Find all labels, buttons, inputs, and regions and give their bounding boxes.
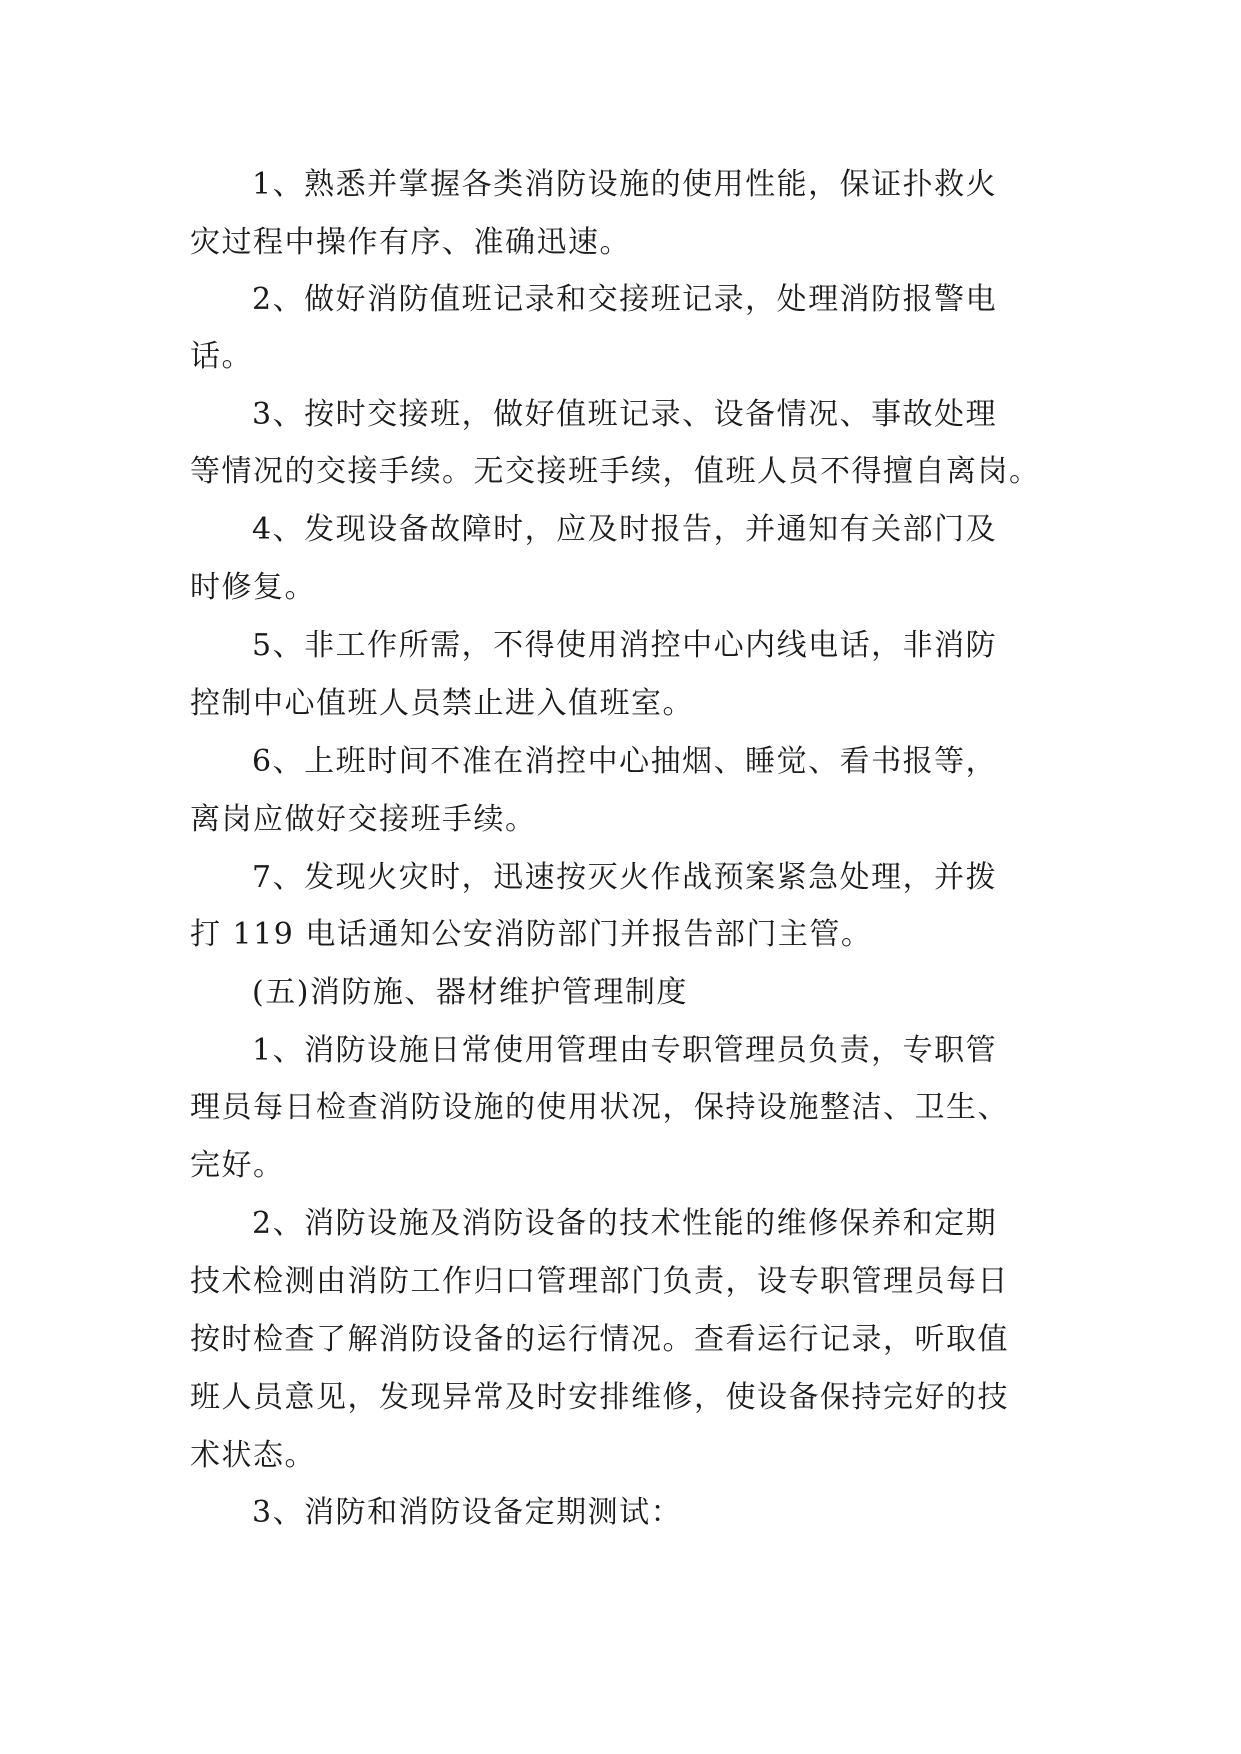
paragraph-5-line-2: 控制中心值班人员禁止进入值班室。 bbox=[190, 686, 694, 721]
paragraph-9-line-5: 术状态。 bbox=[190, 1438, 316, 1473]
paragraph-7-line-1: 7、发现火灾时，迅速按灭火作战预案紧急处理，并拨 bbox=[252, 860, 998, 895]
paragraph-3-line-1: 3、按时交接班，做好值班记录、设备情况、事故处理 bbox=[252, 397, 998, 432]
paragraph-10-line-1: 3、消防和消防设备定期测试： bbox=[252, 1495, 683, 1530]
paragraph-8-line-3: 完好。 bbox=[190, 1148, 285, 1183]
section-heading: (五)消防施、器材维护管理制度 bbox=[252, 975, 688, 1010]
paragraph-2-line-2: 话。 bbox=[190, 339, 253, 374]
paragraph-4-line-1: 4、发现设备故障时，应及时报告，并通知有关部门及 bbox=[252, 512, 998, 547]
paragraph-4-line-2: 时修复。 bbox=[190, 570, 316, 605]
paragraph-8-line-1: 1、消防设施日常使用管理由专职管理员负责，专职管 bbox=[252, 1033, 998, 1068]
paragraph-6-line-1: 6、上班时间不准在消控中心抽烟、睡觉、看书报等， bbox=[252, 744, 998, 779]
paragraph-9-line-4: 班人员意见，发现异常及时安排维修，使设备保持完好的技 bbox=[190, 1380, 1009, 1415]
paragraph-5-line-1: 5、非工作所需，不得使用消控中心内线电话，非消防 bbox=[252, 628, 998, 663]
paragraph-1-line-2: 灾过程中操作有序、准确迅速。 bbox=[190, 225, 631, 260]
paragraph-9-line-1: 2、消防设施及消防设备的技术性能的维修保养和定期 bbox=[252, 1206, 998, 1241]
paragraph-1-line-1: 1、熟悉并掌握各类消防设施的使用性能，保证扑救火 bbox=[252, 167, 998, 202]
paragraph-2-line-1: 2、做好消防值班记录和交接班记录，处理消防报警电 bbox=[252, 282, 998, 317]
paragraph-9-line-3: 按时检查了解消防设备的运行情况。查看运行记录，听取值 bbox=[190, 1322, 1009, 1357]
paragraph-3-line-2: 等情况的交接手续。无交接班手续，值班人员不得擅自离岗。 bbox=[190, 454, 1041, 489]
paragraph-8-line-2: 理员每日检查消防设施的使用状况，保持设施整洁、卫生、 bbox=[190, 1090, 1009, 1125]
paragraph-9-line-2: 技术检测由消防工作归口管理部门负责，设专职管理员每日 bbox=[190, 1264, 1009, 1299]
paragraph-7-line-2: 打 119 电话通知公安消防部门并报告部门主管。 bbox=[190, 917, 873, 952]
paragraph-6-line-2: 离岗应做好交接班手续。 bbox=[190, 802, 537, 837]
